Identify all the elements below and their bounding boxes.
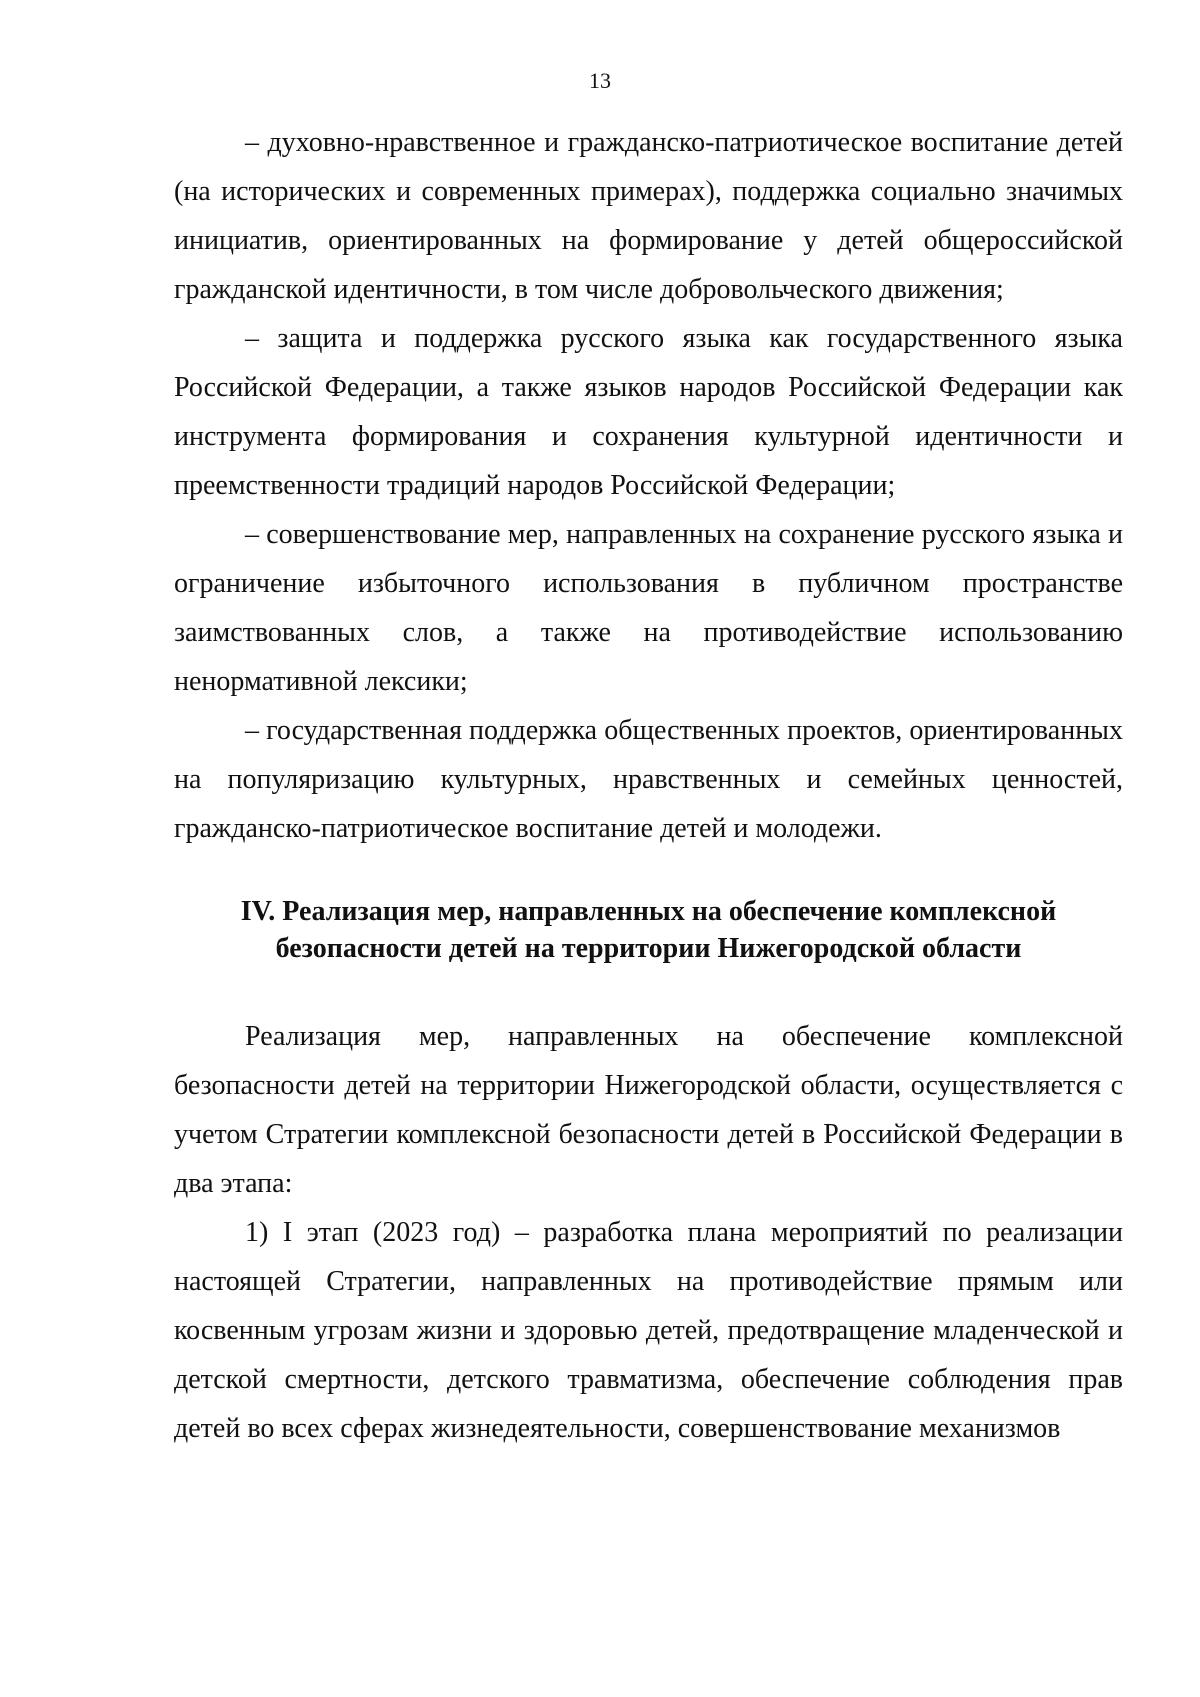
document-body (174, 118, 1123, 1453)
paragraph-state-support: – государственная поддержка общественных проектов, ориентированных на популяризацию культурных, нравственных и семейных ценностей, гражданско-патриотическое воспитание детей и молодежи. (174, 715, 1123, 844)
section-heading-line-1: IV. Реализация мер, направленных на обеспечение комплексной (240, 896, 1057, 927)
section-heading (174, 893, 1123, 967)
paragraph-stage-one: 1) I этап (2023 год) – разработка плана мероприятий по реализации настоящей Стратегии, направленных на противодействие прямым или косвенным угрозам жизни и здоровью детей, предотвращение младенческой и детской смертности, детского травматизма, обеспечение соблюдения прав детей во всех сферах жизнедеятельности, совершенствование механизмов (174, 1217, 1123, 1444)
paragraph-language-measures: – совершенствование мер, направленных на сохранение русского языка и ограничение избыточного использования в публичном пространстве заимствованных слов, а также на противодействие использованию ненормативной лексики; (174, 519, 1123, 697)
paragraph-implementation-intro: Реализация мер, направленных на обеспечение комплексной безопасности детей на территории Нижегородской области, осуществляется с учетом Стратегии комплексной безопасности детей в Российской Федерации в два этапа: (174, 1021, 1123, 1199)
page-number: 13 (589, 68, 611, 93)
paragraph-spiritual-education: – духовно-нравственное и гражданско-патриотическое воспитание детей (на исторических и современных примерах), поддержка социально значимых инициатив, ориентированных на формирование у детей общероссийской гражданской идентичности, в том числе добровольческого движения; (174, 127, 1123, 305)
paragraph-russian-language-protection: – защита и поддержка русского языка как государственного языка Российской Федерации, а также языков народов Российской Федерации как инструмента формирования и сохранения культурной идентичности и преемственности традиций народов Российской Федерации; (174, 323, 1123, 501)
section-heading-line-2: безопасности детей на территории Нижегородской области (275, 933, 1022, 964)
